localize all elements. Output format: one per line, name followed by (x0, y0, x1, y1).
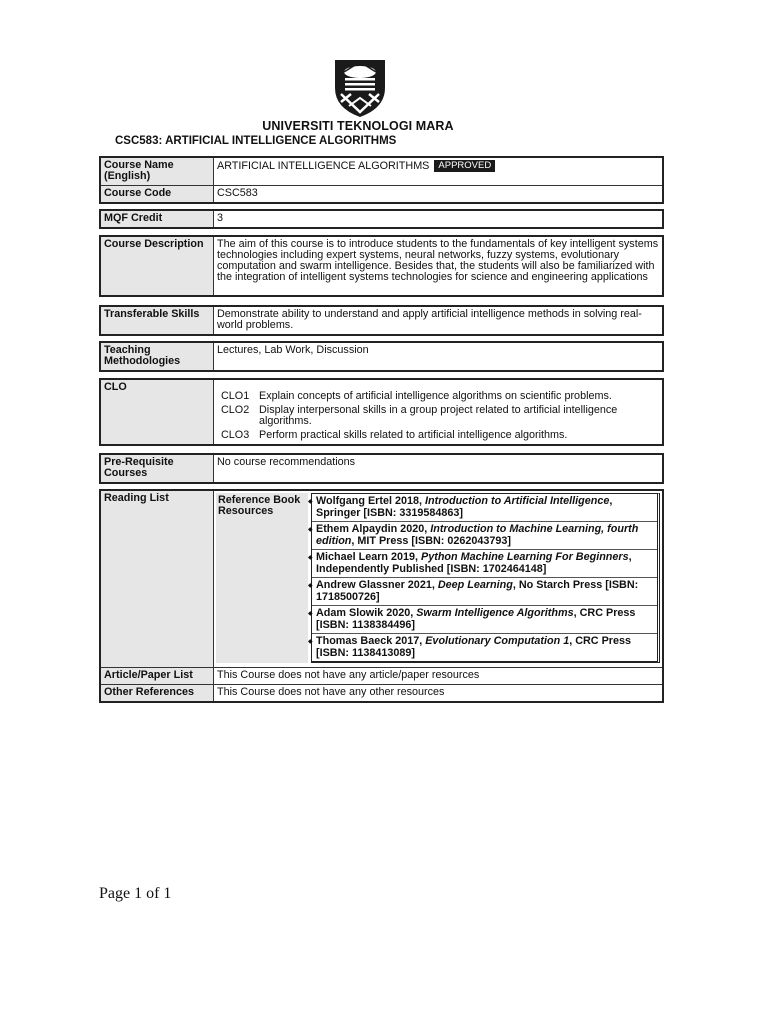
bullet-icon: ◆ (308, 527, 313, 533)
book-publisher: , CRC Press [ISBN: 1138384496] (316, 607, 636, 631)
article-list-value: This Course does not have any article/paper resources (214, 668, 664, 685)
teaching-methodologies-value: Lectures, Lab Work, Discussion (214, 342, 664, 371)
teaching-methodologies-table (99, 341, 664, 372)
reference-book-section (216, 493, 660, 663)
transferable-skills-label: Transferable Skills (100, 306, 214, 335)
other-references-value: This Course does not have any other resources (214, 685, 664, 703)
course-code-value: CSC583 (214, 186, 664, 204)
book-title: Python Machine Learning For Beginners (421, 551, 629, 563)
clo-text: Explain concepts of artificial intelligence algorithms on scientific problems. (259, 390, 612, 402)
course-name-label: Course Name (English) (100, 157, 214, 186)
course-code-label: Course Code (100, 186, 214, 204)
bullet-icon: ◆ (308, 611, 313, 617)
transferable-skills-table (99, 305, 664, 336)
prerequisite-label: Pre-Requisite Courses (100, 454, 214, 483)
approved-badge: APPROVED (434, 160, 495, 172)
list-item (308, 578, 657, 606)
university-logo (331, 54, 389, 118)
book-title: Swarm Intelligence Algorithms (416, 607, 574, 619)
transferable-skills-value: Demonstrate ability to understand and apply artificial intelligence methods in solving real-world problems. (214, 306, 664, 335)
clo-id: CLO3 (221, 429, 250, 441)
reading-list-cell (214, 490, 664, 668)
reading-list-table (99, 489, 664, 703)
course-info-table (99, 156, 664, 204)
clo-list (214, 379, 664, 445)
clo-text: Perform practical skills related to artificial intelligence algorithms. (259, 429, 568, 441)
mqf-credit-value: 3 (214, 210, 664, 228)
course-description-label: Course Description (100, 236, 214, 296)
book-author: Michael Learn 2019, (316, 551, 422, 563)
book-publisher: , Springer [ISBN: 3319584863] (316, 495, 613, 519)
prerequisite-table (99, 453, 664, 484)
book-title: Deep Learning (437, 579, 513, 591)
reading-list-label: Reading List (100, 490, 214, 668)
book-author: Andrew Glassner 2021, (316, 579, 438, 591)
list-item (308, 522, 657, 550)
bullet-icon: ◆ (308, 583, 313, 589)
course-name-value: ARTIFICIAL INTELLIGENCE ALGORITHMS (217, 160, 430, 172)
book-author: Wolfgang Ertel 2018, (316, 495, 425, 507)
prerequisite-value: No course recommendations (214, 454, 664, 483)
clo-id: CLO1 (221, 390, 250, 402)
book-author: Thomas Baeck 2017, (316, 635, 426, 647)
course-description-value: The aim of this course is to introduce students to the fundamentals of key intelligent systems technologies including expert systems, neural networks, fuzzy systems, evolutionary computation and swarm intelligence. Besides that, the students will also be familiarized with the integration of intelligent systems technologies for science and engineering applications (214, 236, 664, 296)
book-publisher: , Independently Published [ISBN: 1702464148] (316, 551, 632, 575)
book-title: Introduction to Artificial Intelligence (425, 495, 610, 507)
bullet-icon: ◆ (308, 555, 313, 561)
book-publisher: , No Starch Press [ISBN: 1718500726] (316, 579, 639, 603)
reference-book-label: Reference Book Resources (216, 493, 308, 663)
course-description-table (99, 235, 664, 297)
list-item (308, 634, 657, 661)
clo-id: CLO2 (221, 404, 250, 416)
book-author: Ethem Alpaydin 2020, (316, 523, 431, 535)
course-name-cell (214, 157, 664, 186)
mqf-credit-label: MQF Credit (100, 210, 214, 228)
list-item (308, 606, 657, 634)
clo-text: Display interpersonal skills in a group project related to artificial intelligence algorithms. (259, 404, 618, 427)
book-title: Introduction to Machine Learning, fourth edition (316, 523, 639, 547)
clo-label: CLO (100, 379, 214, 445)
clo-item (217, 430, 659, 441)
bullet-icon: ◆ (308, 499, 313, 505)
article-list-label: Article/Paper List (100, 668, 214, 685)
book-author: Adam Slowik 2020, (316, 607, 417, 619)
university-name: UNIVERSITI TEKNOLOGI MARA (262, 119, 454, 133)
book-publisher: , CRC Press [ISBN: 1138413089] (316, 635, 632, 659)
list-item (308, 494, 657, 522)
other-references-label: Other References (100, 685, 214, 703)
teaching-methodologies-label: Teaching Methodologies (100, 342, 214, 371)
book-publisher: , MIT Press [ISBN: 0262043793] (351, 534, 512, 547)
list-item (308, 550, 657, 578)
course-heading: CSC583: ARTIFICIAL INTELLIGENCE ALGORITHMS (115, 135, 397, 147)
clo-item (217, 391, 659, 402)
clo-item (217, 405, 659, 427)
page-number: Page 1 of 1 (99, 885, 172, 902)
mqf-credit-table (99, 209, 664, 229)
bullet-icon: ◆ (308, 639, 313, 645)
reference-book-list (308, 493, 660, 663)
book-title: Evolutionary Computation 1 (425, 635, 570, 647)
clo-table (99, 378, 664, 446)
